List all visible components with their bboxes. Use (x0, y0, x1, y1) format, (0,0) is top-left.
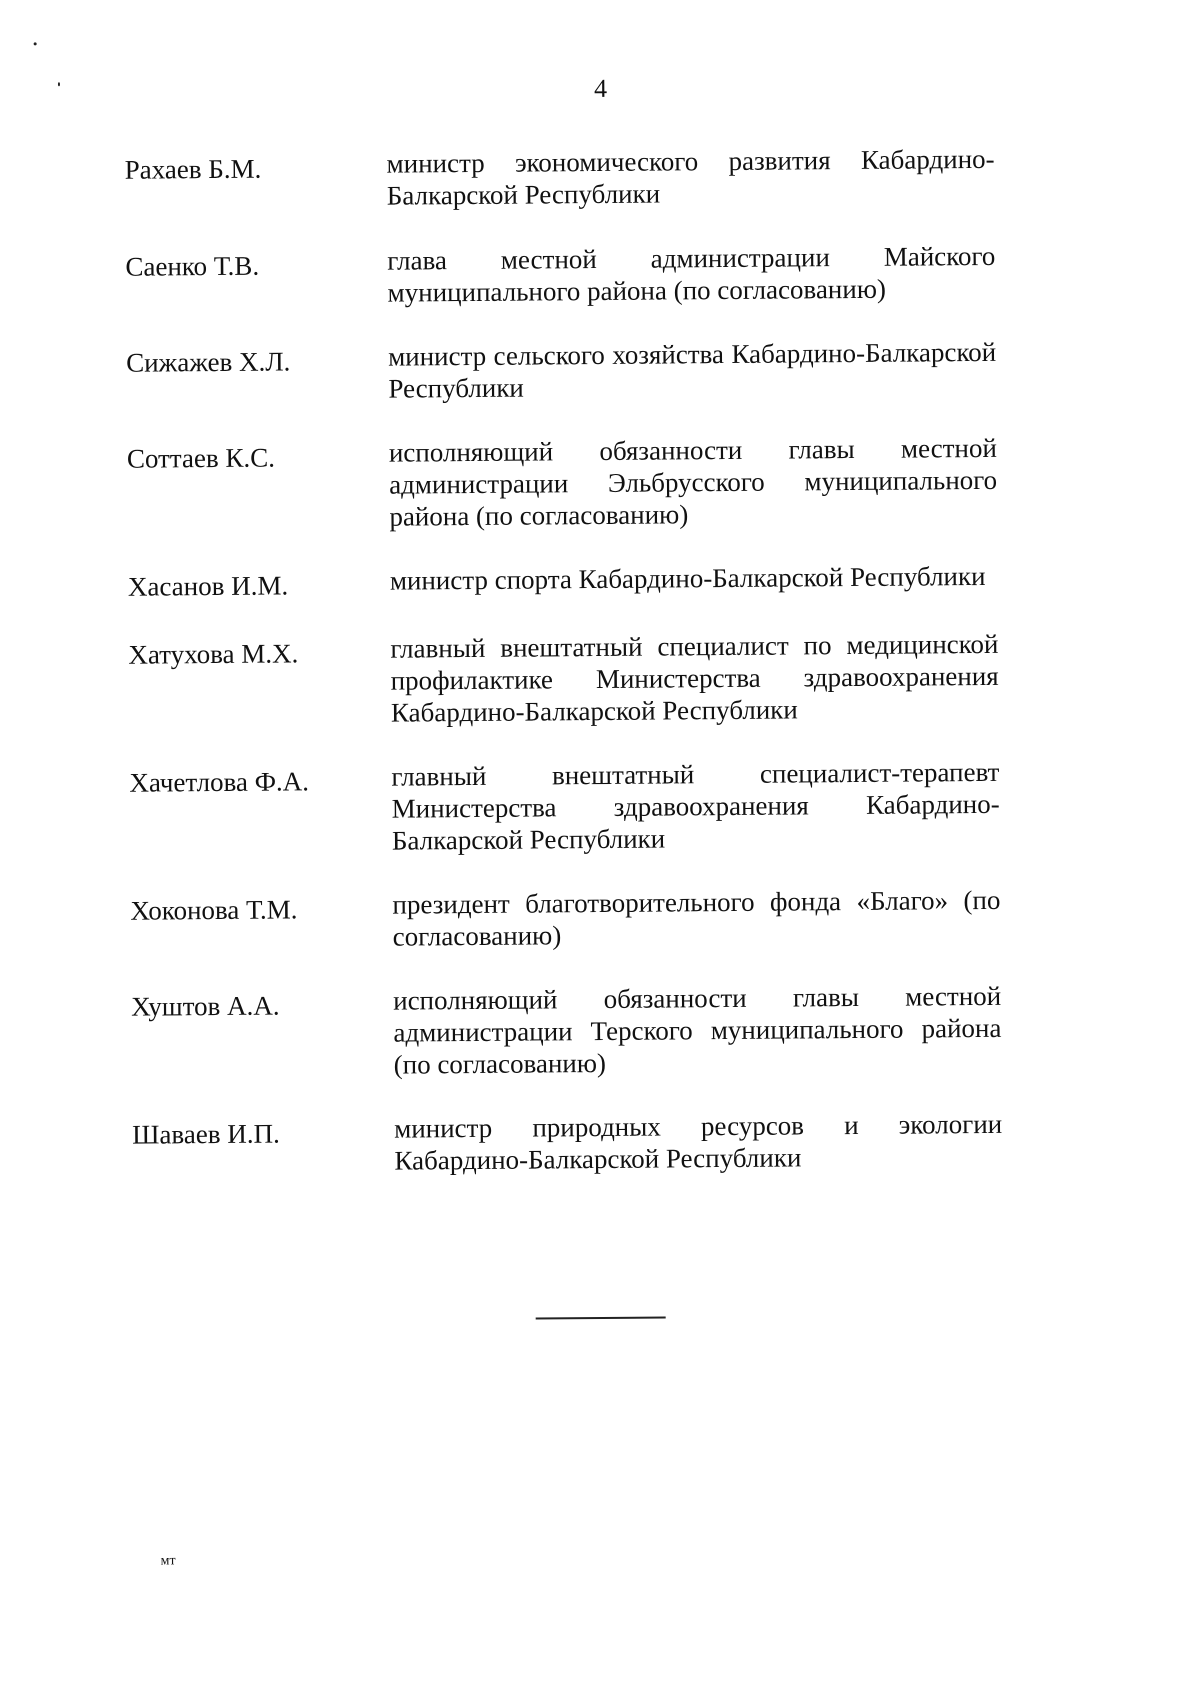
member-position: министр сельского хозяйства Кабардино-Балкарской Республики (388, 336, 997, 404)
member-position: исполняющий обязанности главы местной администрации Терского муниципального района (по согласованию) (393, 980, 1002, 1080)
member-name: Рахаев Б.М. (124, 153, 262, 185)
member-name: Хачетлова Ф.А. (129, 766, 310, 798)
member-row (125, 240, 1025, 311)
member-name: Шаваев И.П. (132, 1118, 280, 1150)
member-name: Саенко Т.В. (125, 250, 260, 282)
scan-speck (58, 82, 60, 86)
member-row (131, 980, 1032, 1083)
member-position: президент благотворительного фонда «Благо» (по согласованию) (392, 884, 1001, 952)
member-position: исполняющий обязанности главы местной администрации Эльбрусского муниципального района (по согласованию) (388, 432, 998, 532)
member-row (124, 143, 1024, 214)
member-row (132, 1108, 1032, 1179)
member-position: глава местной администрации Майского муниципального района (по согласованию) (387, 240, 996, 308)
page-number: 4 (593, 73, 608, 104)
executor-initials: мт (160, 1553, 176, 1569)
member-row (126, 336, 1026, 407)
member-row (128, 628, 1029, 731)
member-name: Соттаев К.С. (126, 442, 276, 474)
member-name: Сижажев Х.Л. (126, 346, 291, 378)
member-position: министр экономического развития Кабардино-Балкарской Республики (386, 143, 995, 211)
member-row (128, 560, 1028, 603)
member-position: министр спорта Кабардино-Балкарской Республики (389, 560, 986, 596)
member-name: Хасанов И.М. (127, 570, 289, 602)
member-name: Хуштов А.А. (131, 990, 280, 1022)
member-name: Хатухова М.Х. (128, 638, 299, 670)
member-position: главный внештатный специалист по медицинской профилактике Министерства здравоохранения Кабардино-Балкарской Республики (390, 628, 999, 728)
closing-rule (536, 1316, 666, 1319)
member-row (127, 432, 1028, 535)
member-row (129, 756, 1030, 859)
member-position: министр природных ресурсов и экологии Кабардино-Балкарской Республики (394, 1108, 1003, 1176)
member-name: Хоконова Т.М. (130, 894, 298, 926)
scan-speck (34, 42, 37, 45)
member-position: главный внештатный специалист-терапевт Министерства здравоохранения Кабардино-Балкарской Республики (391, 756, 1000, 856)
members-list (124, 143, 1032, 1179)
member-row (130, 884, 1030, 955)
